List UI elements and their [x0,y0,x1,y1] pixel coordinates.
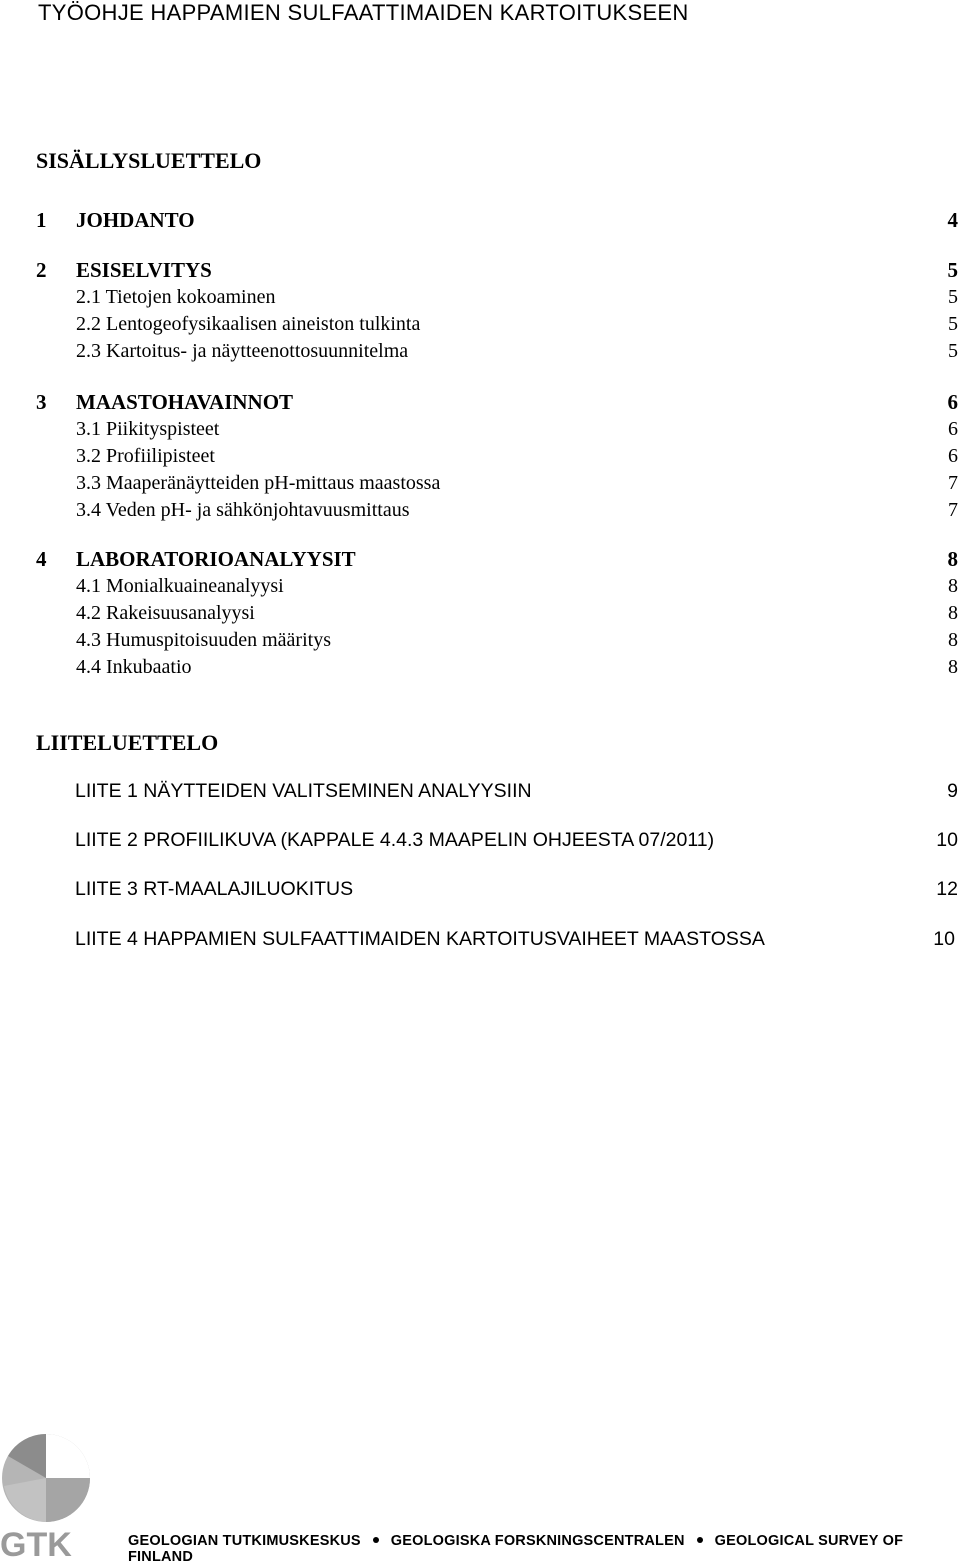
toc-entry-page: 6 [948,445,958,467]
org-name-fi: GEOLOGIAN TUTKIMUSKESKUS [128,1533,361,1549]
toc-entry-page: 7 [948,472,958,494]
toc-entry-page: 8 [948,656,958,678]
appendix-entry-text: LIITE 1 NÄYTTEIDEN VALITSEMINEN ANALYYSIIN [75,780,532,802]
toc-entry-page: 5 [948,286,958,308]
logo-text: GTK [0,1526,72,1560]
toc-entry-text: 3.2 Profiilipisteet [76,445,215,467]
toc-subentry [36,499,958,527]
toc-entry-text: 4.4 Inkubaatio [76,656,192,678]
appendix-entry [75,928,955,956]
appendix-entry-text: LIITE 2 PROFIILIKUVA (KAPPALE 4.4.3 MAAPELIN OHJEESTA 07/2011) [75,829,715,851]
toc-subentry [36,656,958,684]
document-header: TYÖOHJE HAPPAMIEN SULFAATTIMAIDEN KARTOITUKSEEN [38,0,689,25]
toc-entry-text: 2.2 Lentogeofysikaalisen aineiston tulkinta [76,313,421,335]
separator-dot-icon [697,1537,703,1543]
toc-heading: SISÄLLYSLUETTELO [36,148,262,173]
toc-subentry [36,445,958,473]
org-name-sv: GEOLOGISKA FORSKNINGSCENTRALEN [390,1533,685,1549]
appendix-entry-page: 9 [947,780,958,802]
toc-subentry [36,602,958,630]
separator-dot-icon [373,1537,379,1543]
appendix-entry-text: LIITE 3 RT-MAALAJILUOKITUS [75,878,354,900]
appendix-entry-text: LIITE 4 HAPPAMIEN SULFAATTIMAIDEN KARTOITUSVAIHEET MAASTOSSA [75,928,765,950]
toc-entry-text: 3.4 Veden pH- ja sähkönjohtavuusmittaus [76,499,410,521]
toc-entry-text: 2.3 Kartoitus- ja näytteenottosuunnitelma [76,340,409,362]
appendix-entry [75,878,958,906]
toc-entry-page: 8 [948,629,958,651]
toc-entry-text: 4.1 Monialkuaineanalyysi [76,575,284,597]
toc-entry-number: 1 [36,208,47,232]
toc-entry-text: 3.1 Piikityspisteet [76,418,220,440]
toc-entry [36,208,958,236]
toc-entry-text: 4.2 Rakeisuusanalyysi [76,602,255,624]
toc-subentry [36,629,958,657]
toc-entry [36,258,958,286]
toc-entry-text: MAASTOHAVAINNOT [76,390,294,414]
toc-entry-number: 4 [36,547,47,571]
toc-entry-text: LABORATORIOANALYYSIT [76,547,356,571]
globe-icon [0,1430,95,1560]
appendix-entry [75,780,958,808]
toc-entry-number: 3 [36,390,47,414]
toc-entry-page: 6 [948,418,958,440]
toc-entry-page: 8 [947,547,958,571]
appendix-entry-page: 10 [933,928,955,950]
toc-subentry [36,340,958,368]
toc-entry [36,547,958,575]
toc-subentry [36,575,958,603]
toc-entry-page: 7 [948,499,958,521]
toc-subentry [36,286,958,314]
org-name-en: GEOLOGICAL SURVEY OF FINLAND [128,1533,904,1565]
toc-entry-page: 8 [948,575,958,597]
appendix-entry-page: 10 [936,829,958,851]
appendix-entry-page: 12 [936,878,958,900]
toc-entry-page: 8 [948,602,958,624]
toc-subentry [36,472,958,500]
toc-entry-text: 3.3 Maaperänäytteiden pH-mittaus maastossa [76,472,441,494]
toc-entry-text: 4.3 Humuspitoisuuden määritys [76,629,331,651]
toc-entry-page: 5 [948,340,958,362]
toc-entry-page: 4 [947,208,958,232]
toc-entry-text: 2.1 Tietojen kokoaminen [76,286,276,308]
toc-entry-number: 2 [36,258,47,282]
gtk-logo [0,1430,95,1560]
toc-entry-text: JOHDANTO [76,208,195,232]
toc-entry-page: 6 [947,390,958,414]
toc-subentry [36,418,958,446]
toc-subentry [36,313,958,341]
appendix-heading: LIITELUETTELO [36,730,219,755]
toc-entry-page: 5 [947,258,958,282]
toc-entry-page: 5 [948,313,958,335]
footer-organisation [128,1533,960,1565]
appendix-entry [75,829,958,857]
toc-entry-text: ESISELVITYS [76,258,212,282]
toc-entry [36,390,958,418]
